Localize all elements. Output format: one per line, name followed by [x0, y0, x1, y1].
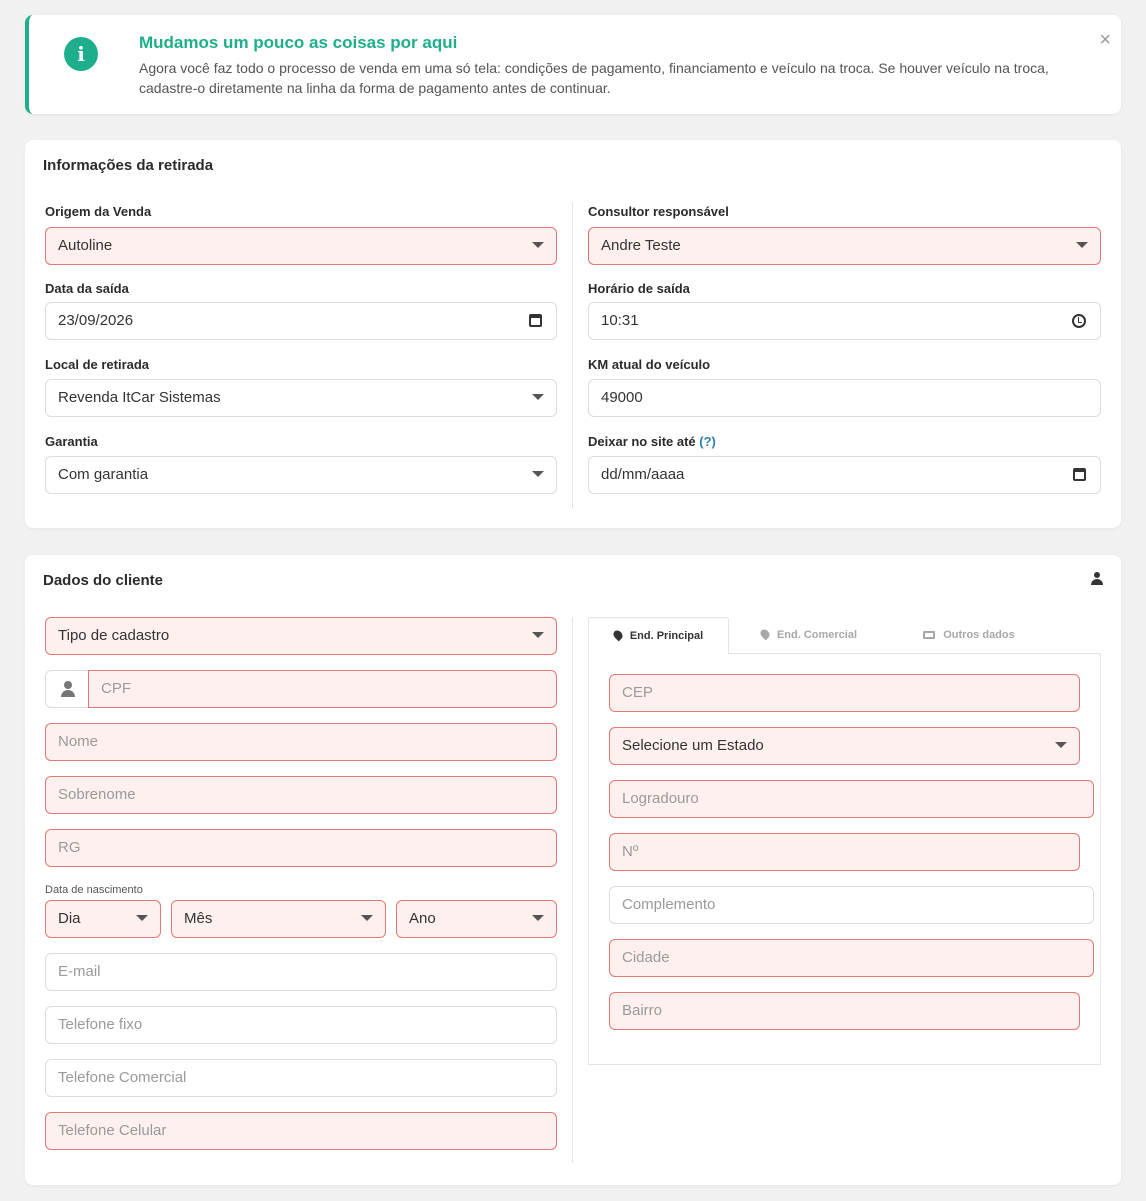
- chevron-down-icon: [136, 915, 148, 921]
- nascimento-label: Data de nascimento: [45, 884, 143, 896]
- tab-end-comercial[interactable]: [729, 617, 889, 654]
- local-value: Revenda ItCar Sistemas: [58, 389, 221, 406]
- tab-end-principal[interactable]: [588, 617, 729, 654]
- dia-value: Dia: [58, 910, 81, 927]
- chevron-down-icon: [532, 394, 544, 400]
- consultor-label: Consultor responsável: [588, 204, 729, 219]
- mes-value: Mês: [184, 910, 213, 927]
- cliente-card: [25, 555, 1121, 1185]
- sobrenome-input[interactable]: Sobrenome: [45, 776, 557, 814]
- rg-input[interactable]: RG: [45, 829, 557, 867]
- notice-title: Mudamos um pouco as coisas por aqui: [139, 33, 458, 52]
- cpf-input[interactable]: CPF: [88, 670, 557, 708]
- complemento-input[interactable]: Complemento: [609, 886, 1094, 924]
- garantia-label: Garantia: [45, 434, 98, 449]
- cliente-title: Dados do cliente: [43, 572, 164, 589]
- cidade-input[interactable]: Cidade: [609, 939, 1094, 977]
- estado-value: Selecione um Estado: [622, 737, 764, 754]
- mes-select[interactable]: [171, 900, 386, 938]
- consultor-select[interactable]: [588, 227, 1101, 265]
- telefone-celular-input[interactable]: Telefone Celular: [45, 1112, 557, 1150]
- chevron-down-icon: [532, 471, 544, 477]
- retirada-card: [25, 140, 1121, 528]
- origem-select[interactable]: [45, 227, 557, 265]
- notice-text: Agora você faz todo o processo de venda em uma só tela: condições de pagamento, financiamento e veículo na troca. Se houver veículo na troca, cadastre-o diretamente na linha da forma de pagamento antes de continuar.: [139, 60, 1049, 96]
- site-value: dd/mm/aaaa: [601, 466, 685, 483]
- km-value: 49000: [601, 389, 643, 406]
- site-label-text: Deixar no site até: [588, 434, 696, 449]
- numero-input[interactable]: Nº: [609, 833, 1080, 871]
- nome-input[interactable]: Nome: [45, 723, 557, 761]
- id-card-icon: [923, 631, 935, 639]
- tab-outros-dados[interactable]: [889, 617, 1049, 654]
- chevron-down-icon: [532, 915, 544, 921]
- site-date-input[interactable]: [588, 456, 1101, 494]
- person-icon: [61, 681, 75, 697]
- calendar-icon[interactable]: [529, 314, 542, 327]
- chevron-down-icon: [361, 915, 373, 921]
- site-label: [588, 434, 716, 449]
- origem-label: Origem da Venda: [45, 204, 152, 219]
- telefone-fixo-input[interactable]: Telefone fixo: [45, 1006, 557, 1044]
- email-input[interactable]: E-mail: [45, 953, 557, 991]
- garantia-value: Com garantia: [58, 466, 149, 483]
- local-label: Local de retirada: [45, 357, 150, 372]
- km-label: KM atual do veículo: [588, 357, 711, 372]
- tab-label: Outros dados: [943, 629, 1015, 641]
- chevron-down-icon: [1076, 242, 1088, 248]
- column-divider: [572, 617, 573, 1163]
- data-label: Data da saída: [45, 281, 129, 296]
- tab-label: End. Comercial: [776, 629, 858, 641]
- origem-value: Autoline: [58, 237, 113, 254]
- map-pin-icon: [759, 627, 772, 640]
- tipo-cadastro-select[interactable]: [45, 617, 557, 655]
- horario-value: 10:31: [601, 312, 639, 329]
- consultor-value: Andre Teste: [601, 237, 681, 254]
- close-icon[interactable]: ×: [1099, 29, 1111, 51]
- horario-label: Horário de saída: [588, 281, 690, 296]
- data-saida-input[interactable]: [45, 302, 557, 340]
- data-value: 23/09/2026: [58, 312, 134, 329]
- info-icon: i: [64, 37, 98, 71]
- local-retirada-select[interactable]: [45, 379, 557, 417]
- chevron-down-icon: [532, 242, 544, 248]
- estado-select[interactable]: [609, 727, 1080, 765]
- info-notice: [25, 15, 1121, 114]
- calendar-icon[interactable]: [1073, 468, 1086, 481]
- horario-saida-input[interactable]: [588, 302, 1101, 340]
- garantia-select[interactable]: [45, 456, 557, 494]
- clock-icon[interactable]: [1072, 314, 1086, 328]
- ano-value: Ano: [409, 910, 436, 927]
- bairro-input[interactable]: Bairro: [609, 992, 1080, 1030]
- dia-select[interactable]: [45, 900, 161, 938]
- chevron-down-icon: [532, 632, 544, 638]
- column-divider: [572, 202, 573, 508]
- cep-input[interactable]: CEP: [609, 674, 1080, 712]
- ano-select[interactable]: [396, 900, 557, 938]
- cpf-addon: [45, 670, 89, 708]
- help-link[interactable]: (?): [699, 434, 716, 449]
- logradouro-input[interactable]: Logradouro: [609, 780, 1094, 818]
- telefone-comercial-input[interactable]: Telefone Comercial: [45, 1059, 557, 1097]
- chevron-down-icon: [1055, 742, 1067, 748]
- map-pin-icon: [611, 628, 624, 641]
- retirada-title: Informações da retirada: [43, 157, 214, 174]
- km-input[interactable]: [588, 379, 1101, 417]
- tipo-cadastro-value: Tipo de cadastro: [58, 627, 170, 644]
- user-icon: [1091, 572, 1103, 586]
- tab-label: End. Principal: [629, 630, 704, 642]
